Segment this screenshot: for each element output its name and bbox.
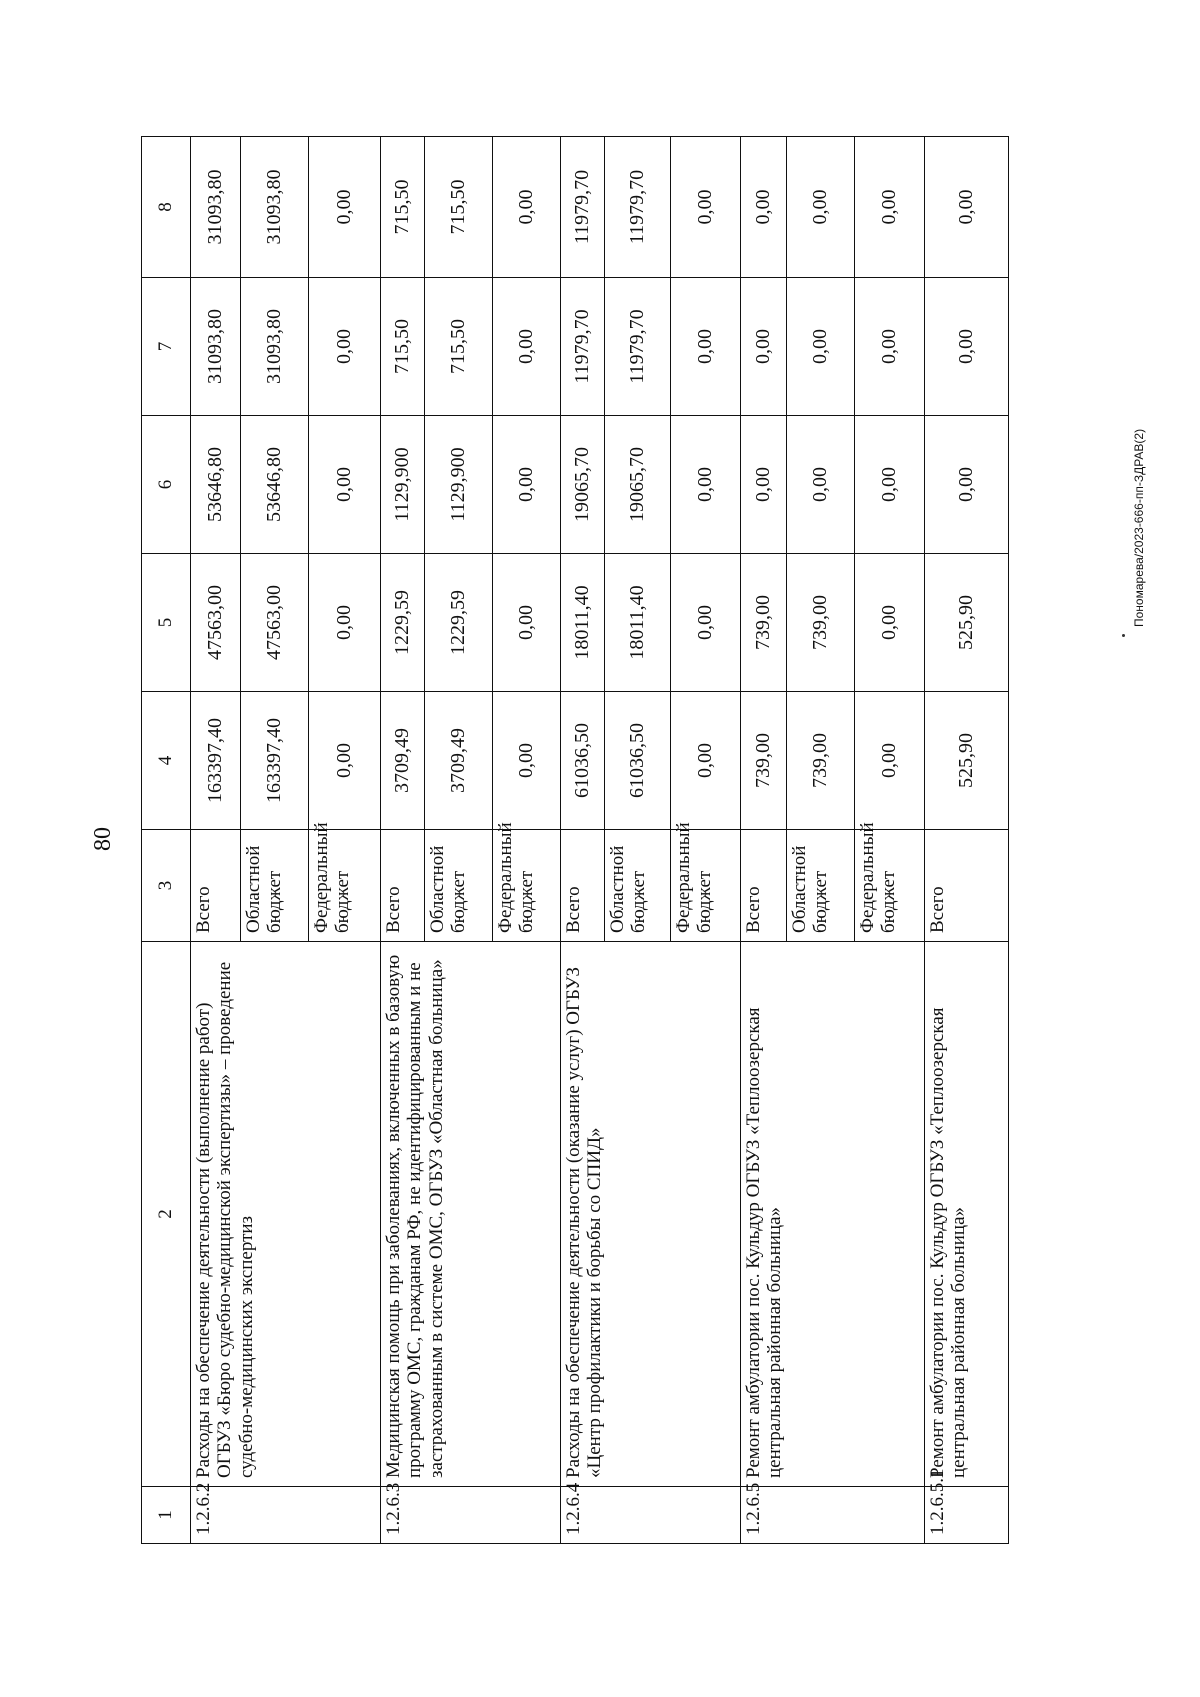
value-cell: 0,00 xyxy=(787,416,855,554)
value-cell: 1229,59 xyxy=(425,554,493,692)
value-cell: 525,90 xyxy=(925,554,1009,692)
value-cell: 31093,80 xyxy=(191,278,241,416)
value-cell: 19065,70 xyxy=(605,416,671,554)
value-cell: 0,00 xyxy=(493,692,561,830)
value-cell: 0,00 xyxy=(671,416,741,554)
value-cell: 0,00 xyxy=(671,278,741,416)
value-cell: 163397,40 xyxy=(191,692,241,830)
funding-source: Областной бюджет xyxy=(241,830,309,942)
value-cell: 0,00 xyxy=(493,416,561,554)
funding-source: Всего xyxy=(381,830,425,942)
value-cell: 715,50 xyxy=(381,137,425,278)
funding-source: Всего xyxy=(741,830,787,942)
budget-table xyxy=(141,136,1009,1544)
value-cell: 0,00 xyxy=(855,278,925,416)
value-cell: 11979,70 xyxy=(605,278,671,416)
item-description: Медицинская помощь при заболеваниях, включенных в базовую программу ОМС, гражданам РФ, не идентифицированным и не застрахованным в системе ОМС, ОГБУЗ «Областная больница» xyxy=(381,942,561,1487)
item-code: 1.2.6.3 xyxy=(381,1487,561,1544)
value-cell: 0,00 xyxy=(493,137,561,278)
value-cell: 0,00 xyxy=(493,278,561,416)
value-cell: 163397,40 xyxy=(241,692,309,830)
header-cell: 3 xyxy=(142,830,191,942)
item-description: Расходы на обеспечение деятельности (выполнение работ) ОГБУЗ «Бюро судебно-медицинской экспертизы» – проведение судебно-медицинских экспертиз xyxy=(191,942,381,1487)
document-code: Пономарева/2023-666-пп-ЗДРАВ(2) xyxy=(1132,428,1146,627)
funding-source: Всего xyxy=(561,830,605,942)
value-cell: 739,00 xyxy=(787,554,855,692)
value-cell: 0,00 xyxy=(493,554,561,692)
value-cell: 0,00 xyxy=(925,278,1009,416)
page-number: 80 xyxy=(90,827,116,851)
value-cell: 1129,900 xyxy=(381,416,425,554)
value-cell: 0,00 xyxy=(309,554,381,692)
value-cell: 61036,50 xyxy=(561,692,605,830)
value-cell: 0,00 xyxy=(671,554,741,692)
item-description: Ремонт амбулатории пос. Кульдур ОГБУЗ «Теплоозерская центральная районная больница» xyxy=(925,942,1009,1487)
table-row xyxy=(741,137,787,1544)
value-cell: 0,00 xyxy=(855,416,925,554)
value-cell: 739,00 xyxy=(741,692,787,830)
header-cell: 6 xyxy=(142,416,191,554)
table-row xyxy=(561,137,605,1544)
item-code: 1.2.6.4 xyxy=(561,1487,741,1544)
value-cell: 11979,70 xyxy=(605,137,671,278)
value-cell: 0,00 xyxy=(855,692,925,830)
item-description: Расходы на обеспечение деятельности (оказание услуг) ОГБУЗ «Центр профилактики и борьбы со СПИД» xyxy=(561,942,741,1487)
value-cell: 0,00 xyxy=(741,416,787,554)
value-cell: 0,00 xyxy=(855,554,925,692)
header-cell: 4 xyxy=(142,692,191,830)
value-cell: 19065,70 xyxy=(561,416,605,554)
header-row xyxy=(142,137,191,1544)
header-cell: 8 xyxy=(142,137,191,278)
value-cell: 0,00 xyxy=(855,137,925,278)
value-cell: 0,00 xyxy=(925,416,1009,554)
scan-speck xyxy=(1122,634,1125,637)
value-cell: 61036,50 xyxy=(605,692,671,830)
value-cell: 0,00 xyxy=(925,137,1009,278)
funding-source: Областной бюджет xyxy=(425,830,493,942)
header-cell: 2 xyxy=(142,942,191,1487)
value-cell: 0,00 xyxy=(787,278,855,416)
value-cell: 715,50 xyxy=(425,278,493,416)
funding-source: Всего xyxy=(925,830,1009,942)
funding-source: Федеральный бюджет xyxy=(855,830,925,942)
funding-source: Областной бюджет xyxy=(605,830,671,942)
funding-source: Федеральный бюджет xyxy=(671,830,741,942)
table-row xyxy=(381,137,425,1544)
value-cell: 0,00 xyxy=(671,692,741,830)
funding-source: Всего xyxy=(191,830,241,942)
value-cell: 3709,49 xyxy=(381,692,425,830)
funding-source: Федеральный бюджет xyxy=(309,830,381,942)
header-cell: 1 xyxy=(142,1487,191,1544)
value-cell: 18011,40 xyxy=(605,554,671,692)
item-code: 1.2.6.5 xyxy=(741,1487,925,1544)
funding-source: Федеральный бюджет xyxy=(493,830,561,942)
value-cell: 0,00 xyxy=(787,137,855,278)
value-cell: 11979,70 xyxy=(561,278,605,416)
table-row xyxy=(925,137,1009,1544)
value-cell: 18011,40 xyxy=(561,554,605,692)
item-code: 1.2.6.5.1 xyxy=(925,1487,1009,1544)
value-cell: 53646,80 xyxy=(241,416,309,554)
value-cell: 715,50 xyxy=(381,278,425,416)
value-cell: 715,50 xyxy=(425,137,493,278)
value-cell: 11979,70 xyxy=(561,137,605,278)
value-cell: 739,00 xyxy=(787,692,855,830)
value-cell: 1129,900 xyxy=(425,416,493,554)
funding-source: Областной бюджет xyxy=(787,830,855,942)
item-description: Ремонт амбулатории пос. Кульдур ОГБУЗ «Теплоозерская центральная районная больница» xyxy=(741,942,925,1487)
value-cell: 31093,80 xyxy=(191,137,241,278)
header-cell: 5 xyxy=(142,554,191,692)
item-code: 1.2.6.2 xyxy=(191,1487,381,1544)
value-cell: 53646,80 xyxy=(191,416,241,554)
value-cell: 31093,80 xyxy=(241,137,309,278)
value-cell: 1229,59 xyxy=(381,554,425,692)
value-cell: 525,90 xyxy=(925,692,1009,830)
value-cell: 0,00 xyxy=(309,137,381,278)
value-cell: 739,00 xyxy=(741,554,787,692)
value-cell: 31093,80 xyxy=(241,278,309,416)
value-cell: 47563,00 xyxy=(191,554,241,692)
value-cell: 47563,00 xyxy=(241,554,309,692)
value-cell: 0,00 xyxy=(671,137,741,278)
value-cell: 0,00 xyxy=(741,137,787,278)
value-cell: 0,00 xyxy=(309,278,381,416)
header-cell: 7 xyxy=(142,278,191,416)
value-cell: 0,00 xyxy=(309,416,381,554)
value-cell: 0,00 xyxy=(309,692,381,830)
table-row xyxy=(191,137,241,1544)
value-cell: 3709,49 xyxy=(425,692,493,830)
value-cell: 0,00 xyxy=(741,278,787,416)
